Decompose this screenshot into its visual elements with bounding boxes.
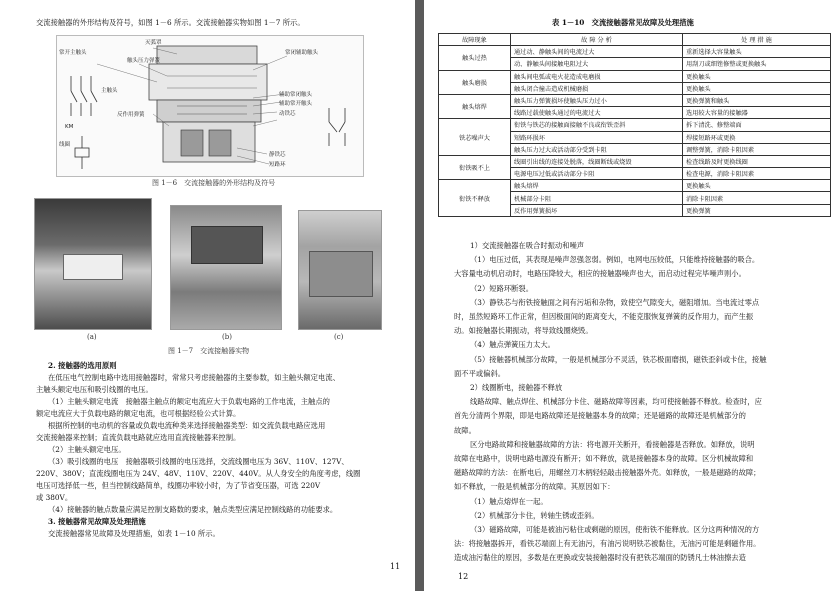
figure-1-7-caption: 图 1－7 交流接触器实物 (168, 347, 250, 355)
photo-a-nameplate (63, 254, 123, 280)
contactor-structure-drawing (57, 36, 363, 176)
table-row (439, 119, 831, 131)
body-line: 动。如接触器长期振动，将导致线圈烧毁。 (454, 326, 593, 336)
page-number-left: 11 (390, 562, 401, 571)
cell-fix: 更换触头 (683, 82, 831, 94)
body-line: （2）主触头额定电压。 (48, 445, 126, 454)
label-static-core: 静铁芯 (269, 152, 286, 158)
label-km-left: KM (65, 124, 74, 130)
cell-symptom: 触头过热 (439, 46, 511, 70)
table-row (439, 155, 831, 167)
body-line: （1）电压过低，其表现是噪声忽强忽弱。例如，电网电压较低，只能维持接触器的吸合。 (470, 255, 760, 265)
photo-c-coil (309, 251, 373, 297)
body-line: 区分电路故障和接触器故障的方法：将电源开关断开，看接触器是否释放。如释放，说明 (470, 439, 755, 449)
body-line: 故障。 (454, 425, 476, 435)
cell-analysis: 线路过载使触头通过的电流过大 (511, 107, 683, 119)
right-page (424, 0, 840, 591)
cell-analysis: 衔铁与铁芯的接触面接触不良或衔铁歪斜 (511, 119, 683, 131)
cell-analysis: 线圈引出线的连接处脱落，线圈断线或烧毁 (511, 155, 683, 167)
cell-analysis: 触头压力弹簧损坏使触头压力过小 (511, 94, 683, 106)
section-2-heading: 2. 接触器的选用原则 (48, 361, 117, 370)
contactor-body (149, 46, 267, 162)
photo-a-label: (a) (87, 333, 97, 341)
cell-fix: 用刮刀或细锉修整或更换触头 (683, 58, 831, 70)
label-arc-chute: 灭弧罩 (145, 40, 162, 46)
cell-fix: 拆下清洗、修整端面 (683, 119, 831, 131)
contactor-photo-a (34, 198, 152, 330)
body-line: （4）接触器的触点数量应满足控制支路数的要求，触点类型应满足控制线路的功能要求。 (48, 505, 338, 514)
contactor-photo-b (170, 205, 282, 330)
body-line: （3）吸引线圈的电压 接触器吸引线圈的电压选择，交流线圈电压为 36V、110V、127V、 (48, 457, 349, 466)
figure-1-6-caption: 图 1－6 交流接触器的外形结构及符号 (152, 179, 276, 187)
cell-fix: 重新选择大容量触头 (683, 46, 831, 58)
section-3-heading: 3. 接触器常见故障及处理措施 (48, 517, 146, 526)
label-moving-core: 动铁芯 (279, 111, 296, 117)
cell-symptom: 衔铁不释放 (439, 180, 511, 217)
table-row (439, 70, 831, 82)
table-row (439, 46, 831, 58)
body-line: 交流接触器常见故障及处理措施，如表 1－10 所示。 (48, 529, 220, 538)
cell-symptom: 衔铁吸不上 (439, 155, 511, 179)
body-line: 时，虽然短路环工作正常，但因极面间的距离变大，不能克服恢复弹簧的反作用力，而产生振 (454, 312, 754, 321)
body-line: 1）交流接触器在吸合时振动和噪声 (470, 241, 585, 250)
header-fix: 处 理 措 施 (683, 34, 831, 46)
cell-analysis: 触头熔焊 (511, 180, 683, 192)
cell-analysis: 动、静触头间接触电阻过大 (511, 58, 683, 70)
cell-fix: 更换触头 (683, 70, 831, 82)
cell-fix: 更换弹簧 (683, 204, 831, 216)
cell-fix: 选用较大容量的接触器 (683, 107, 831, 119)
body-line: （2）短路环断裂。 (470, 283, 534, 293)
body-line: 法：将接触器拆开，看铁芯端面上有无油污，有油污说明铁芯被黏住，无油污可能是剩磁作用。 (454, 539, 761, 549)
label-nc-aux-contact: 常闭辅助触头 (285, 50, 319, 56)
intro-text: 交流接触器的外形结构及符号，如图 1－6 所示。交流接触器实物如图 1－7 所示。 (36, 18, 305, 27)
body-line: （1）主触头额定电流 接触器主触点的额定电流应大于负载电路的工作电流，主触点的 (48, 397, 330, 406)
cell-analysis: 电源电压过低或活动部分卡阻 (511, 168, 683, 180)
cell-analysis: 触头间电弧或电火花造成电磨损 (511, 70, 683, 82)
cell-analysis: 反作用弹簧损坏 (511, 204, 683, 216)
photo-b-terminal-block (191, 226, 263, 264)
body-line: 电压可选择低一些，但当控制线路简单，线圈功率较小时，为了节省变压器，可选 220V (36, 481, 321, 490)
cell-symptom: 触头熔焊 (439, 94, 511, 118)
body-line: （4）触点弹簧压力太大。 (470, 340, 555, 350)
body-line: （3）静铁芯与衔铁接触面之间有污垢和杂物，致使空气隙变大，磁阻增加。当电流过零点 (470, 297, 760, 307)
body-line: 故障在电路中，说明电路电源没有断开；如不释放，就是接触器本身的故障。区分机械故障和 (454, 454, 754, 463)
cell-symptom: 触头磨损 (439, 70, 511, 94)
label-coil: 线圈 (59, 142, 71, 148)
label-aux-no: 辅助常开触头 (279, 101, 313, 107)
body-line: （2）机械部分卡住，转轴生锈或歪斜。 (470, 510, 599, 520)
header-analysis: 故 障 分 析 (511, 34, 683, 46)
header-symptom: 故障现象 (439, 34, 511, 46)
label-aux-nc: 辅助常闭触头 (279, 92, 313, 98)
cell-fix: 焊接短路环或更换 (683, 131, 831, 143)
aux-contact-symbol (329, 108, 345, 146)
body-line: 根据所控制的电动机的容量或负载电流种类来选择接触器类型：如交流负载电路应选用 (48, 421, 326, 430)
cell-fix: 检查线路及时更换线圈 (683, 155, 831, 167)
cell-analysis: 短路环损坏 (511, 131, 683, 143)
cell-fix: 检查电源，消除卡阻因素 (683, 168, 831, 180)
body-line: 2）线圈断电，接触器不释放 (470, 383, 563, 392)
contactor-photo-c (298, 210, 382, 330)
body-line: 在低压电气控制电路中选用接触器时，常常只考虑接触器的主要参数，如主触头额定电流、 (48, 373, 340, 382)
body-line: 如不释放，一般是机械部分的故障。其原因如下： (454, 482, 615, 492)
figure-1-6-diagram (56, 35, 364, 177)
cell-fix: 更换触头 (683, 180, 831, 192)
body-line: 大容量电动机启动时，电路压降较大，相应的接触器噪声也大，而启动过程完毕噪声则小。 (454, 269, 746, 279)
body-line: 磁路故障的方法：在断电后，用螺丝刀木柄轻轻敲击接触器外壳。如释放，一般是磁路的故障； (454, 468, 761, 478)
body-line: （1）触点熔焊在一起。 (470, 496, 548, 506)
table-row (439, 180, 831, 192)
table-header-row (439, 34, 831, 46)
body-line: 主触头额定电压和吸引线圈的电压。 (36, 385, 153, 394)
cell-symptom: 铁芯噪声大 (439, 119, 511, 156)
body-line: 首先分清两个界限，即是电路故障还是接触器本身的故障；还是磁路的故障还是机械部分的 (454, 411, 746, 421)
coil-symbol (75, 136, 89, 169)
label-contact-spring: 触头压力弹簧 (127, 58, 161, 64)
photo-c-label: (c) (334, 333, 344, 341)
body-line: （5）接触器机械部分故障，一般是机械部分不灵活，铁芯极面磨损，磁铁歪斜或卡住，接触 (470, 354, 767, 364)
main-contact-symbol (71, 76, 97, 116)
page-number-right: 12 (458, 572, 469, 581)
body-line: （3）磁路故障，可能是被油污粘住或剩磁的原因，使衔铁不能释放。区分这两种情况的方 (470, 525, 760, 534)
body-line: 交流接触器来控制；直流负载电路就应选用直流接触器来控制。 (36, 433, 241, 442)
cell-analysis: 通过动、静触头间的电流过大 (511, 46, 683, 58)
label-no-main-contact: 常开主触头 (59, 50, 87, 56)
label-main-contact: 主触头 (101, 88, 118, 94)
body-line: 或 380V。 (36, 493, 73, 502)
cell-analysis: 触头压力过大或活动部分受到卡阻 (511, 143, 683, 155)
body-line: 面不平或偏斜。 (454, 368, 506, 378)
body-line: 线路故障、触点焊住、机械部分卡住、磁路故障等因素，均可使接触器不释放。检查时，应 (470, 397, 762, 407)
cell-fix: 调整弹簧，消除卡阻因素 (683, 143, 831, 155)
body-line: 造成油污黏住的原因，多数是在更换或安装接触器时没有把铁芯端面的防锈凡士林油擦去造 (454, 553, 746, 563)
label-reaction-spring: 反作用弹簧 (117, 112, 145, 118)
body-line: 220V、380V；直流线圈电压为 24V、48V、110V、220V、440V。从人身安全的角度考虑，线圈 (36, 469, 361, 478)
label-shading-ring: 短路环 (269, 162, 286, 168)
left-page (0, 0, 415, 591)
cell-fix: 更换弹簧和触头 (683, 94, 831, 106)
cell-analysis: 触头闭合撞击造成机械磨损 (511, 82, 683, 94)
photo-b-label: (b) (222, 333, 232, 341)
table-title: 表 1－10 交流接触器常见故障及处理措施 (552, 18, 694, 27)
cell-analysis: 机械部分卡阻 (511, 192, 683, 204)
cell-fix: 消除卡阻因素 (683, 192, 831, 204)
fault-table (438, 33, 831, 217)
body-line: 额定电流应大于负载电路的额定电流，也可根据经验公式计算。 (36, 409, 241, 418)
table-row (439, 94, 831, 106)
